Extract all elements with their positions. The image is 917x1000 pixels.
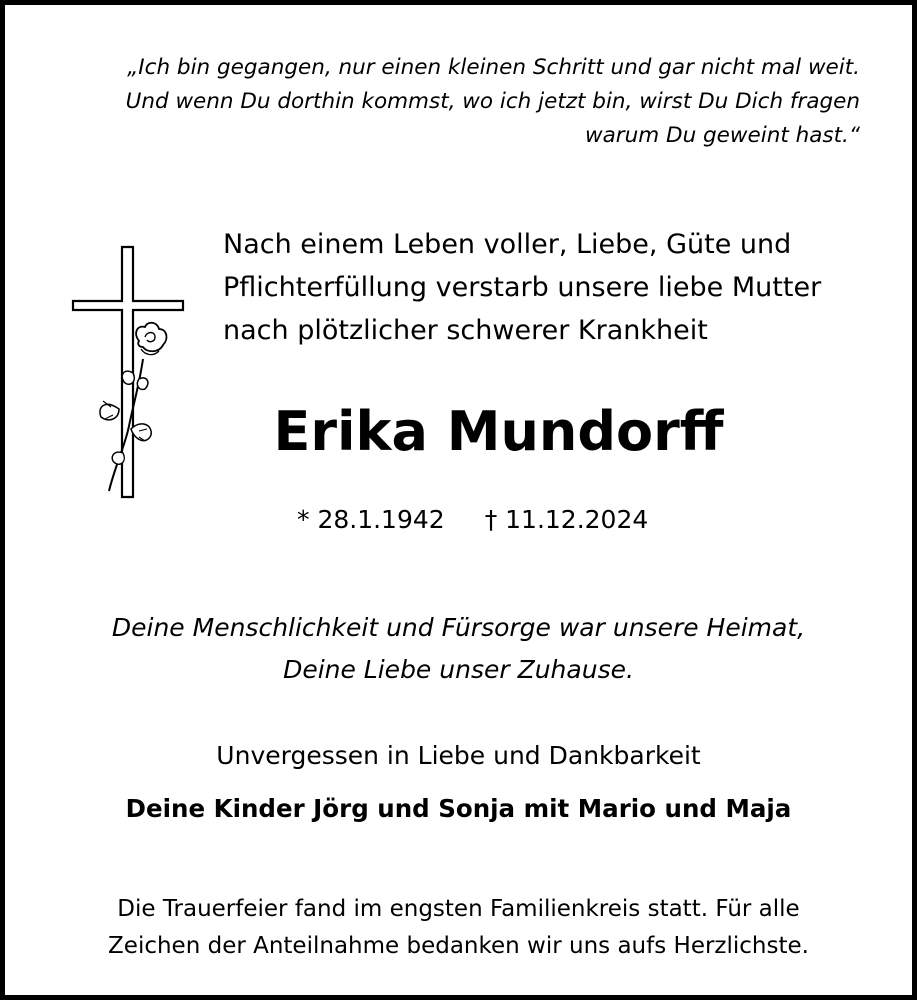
closing-line: Die Trauerfeier fand im engsten Familienkreis statt. Für alle <box>117 896 800 922</box>
intro-line: Pflichterfüllung verstarb unsere liebe Mutter <box>223 272 822 303</box>
intro-text <box>223 223 821 352</box>
motto-line: Und wenn Du dorthin kommst, wo ich jetzt bin, wirst Du Dich fragen <box>125 89 860 114</box>
motto-line: warum Du geweint hast.“ <box>585 123 860 148</box>
intro-line: Nach einem Leben voller, Liebe, Güte und <box>223 229 792 260</box>
intro-line: nach plötzlicher schwerer Krankheit <box>223 315 708 346</box>
deceased-name: Erika Mundorff <box>273 400 724 463</box>
motto-quote <box>60 51 860 153</box>
funeral-notice <box>5 891 912 965</box>
life-dates <box>297 500 648 540</box>
tribute-line: Deine Liebe unser Zuhause. <box>283 655 634 684</box>
motto-line: „Ich bin gegangen, nur einen kleinen Schritt und gar nicht mal weit. <box>127 55 860 80</box>
birth-date: * 28.1.1942 <box>297 505 445 534</box>
tribute-line: Deine Menschlichkeit und Fürsorge war unsere Heimat, <box>111 613 806 642</box>
death-date: † 11.12.2024 <box>484 505 649 534</box>
remembrance-line: Unvergessen in Liebe und Dankbarkeit <box>216 741 701 770</box>
mourners-names: Deine Kinder Jörg und Sonja mit Mario und Maja <box>125 794 792 823</box>
tribute-text <box>5 607 912 691</box>
closing-line: Zeichen der Anteilnahme bedanken wir uns aufs Herzlichste. <box>108 933 809 959</box>
